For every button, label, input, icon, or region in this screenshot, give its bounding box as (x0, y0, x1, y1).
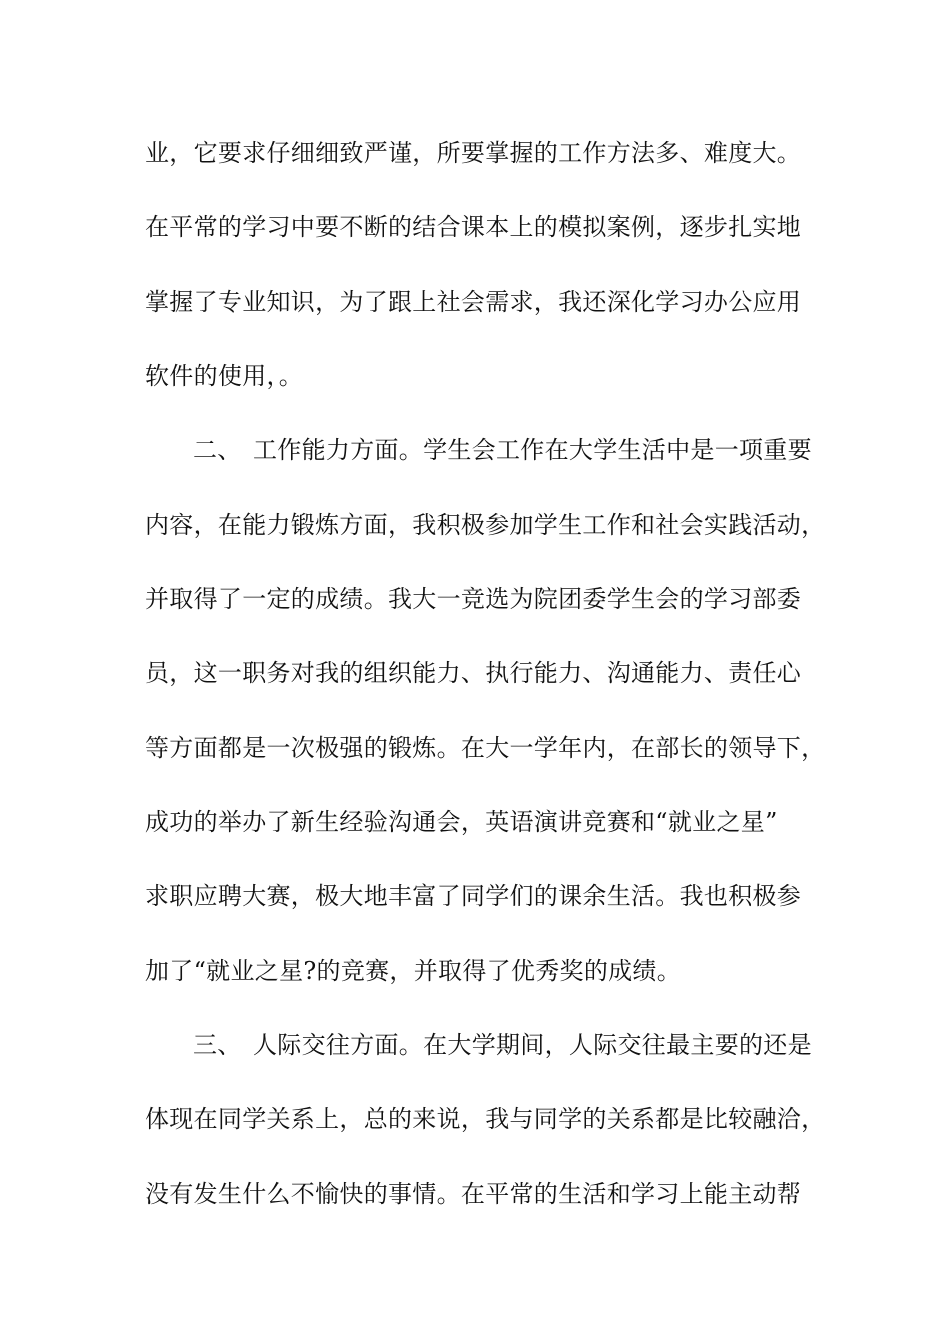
section-heading-line (193, 430, 893, 470)
text-line: 掌握了专业知识，为了跟上社会需求，我还深化学习办公应用 (145, 288, 802, 316)
text-line: 员，这一职务对我的组织能力、执行能力、沟通能力、责任心 (145, 659, 802, 687)
text-line: 内容，在能力锻炼方面，我积极参加学生工作和社会实践活动， (145, 511, 826, 539)
text-line: 人际交往方面。在大学期间，人际交往最主要的还是 (253, 1031, 812, 1059)
text-line: 工作能力方面。学生会工作在大学生活中是一项重要 (253, 436, 812, 464)
section-marker: 三、 (193, 1031, 242, 1059)
text-line: 并取得了一定的成绩。我大一竞选为院团委学生会的学习部委 (145, 585, 802, 613)
text-line: 等方面都是一次极强的锻炼。在大一学年内，在部长的领导下， (145, 734, 826, 762)
text-line: 软件的使用，。 (145, 362, 304, 390)
section-marker: 二、 (193, 436, 242, 464)
text-line: 业，它要求仔细细致严谨，所要掌握的工作方法多、难度大。 (145, 139, 802, 167)
text-line: 成功的举办了新生经验沟通会，英语演讲竞赛和“就业之星” (145, 808, 778, 836)
text-line: 加了“就业之星?的竞赛，并取得了优秀奖的成绩。 (145, 957, 682, 985)
text-line: 在平常的学习中要不断的结合课本上的模拟案例，逐步扎实地 (145, 213, 802, 241)
text-line: 求职应聘大赛，极大地丰富了同学们的课余生活。我也积极参 (145, 882, 802, 910)
text-line: 体现在同学关系上，总的来说，我与同学的关系都是比较融洽， (145, 1105, 826, 1133)
section-heading-line (193, 1025, 893, 1065)
text-line: 没有发生什么不愉快的事情。在平常的生活和学习上能主动帮 (145, 1180, 802, 1208)
